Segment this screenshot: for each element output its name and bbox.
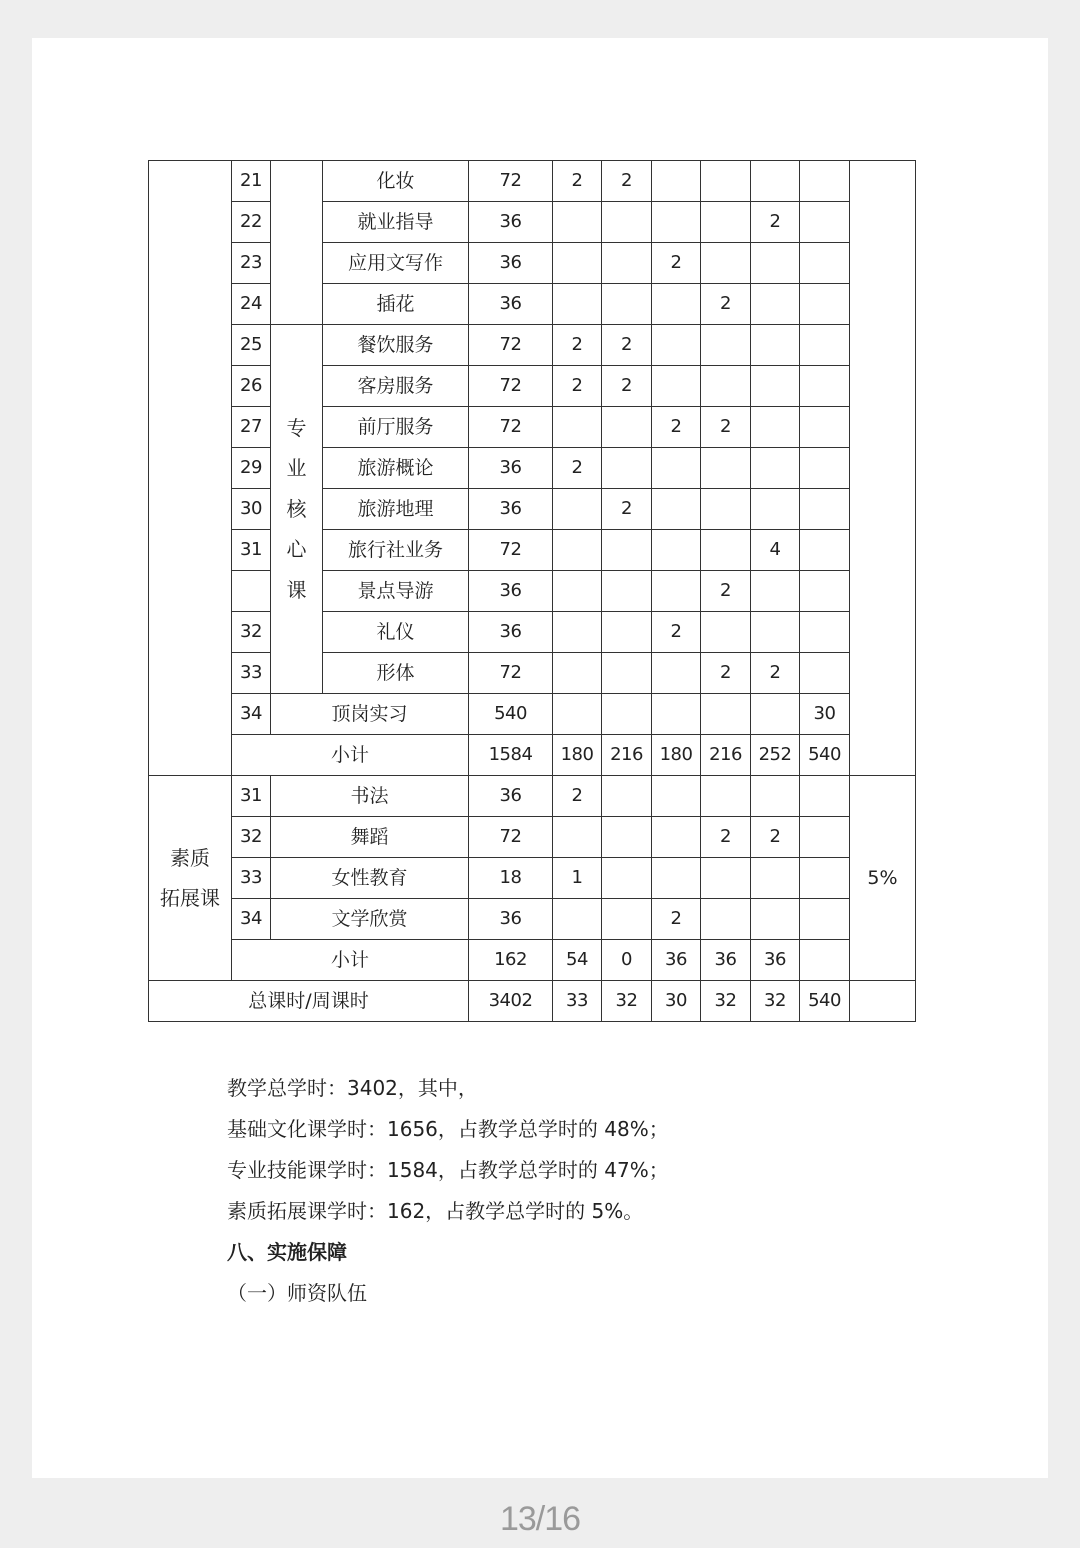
total-hours-line: 教学总学时：3402，其中， (227, 1076, 478, 1100)
semester-cell (652, 858, 701, 899)
course-name: 就业指导 (323, 202, 469, 243)
table-row (149, 161, 916, 202)
semester-cell (652, 448, 701, 489)
category-char: 心 (286, 537, 307, 562)
quality-hours-line: 素质拓展课学时：162，占教学总学时的 5%。 (227, 1199, 644, 1223)
row-number: 33 (232, 653, 271, 694)
semester-cell (553, 899, 602, 940)
row-number: 31 (232, 530, 271, 571)
total-percent-cell (850, 981, 916, 1022)
semester-cell: 2 (701, 571, 751, 612)
subtotal-label: 小计 (232, 735, 469, 776)
semester-cell (800, 776, 850, 817)
semester-cell: 180 (553, 735, 602, 776)
semester-cell (800, 817, 850, 858)
semester-cell (602, 284, 652, 325)
semester-cell (751, 612, 800, 653)
semester-cell: 252 (751, 735, 800, 776)
semester-cell (553, 530, 602, 571)
table-row (149, 407, 916, 448)
semester-cell (751, 448, 800, 489)
semester-cell (553, 817, 602, 858)
semester-cell (602, 776, 652, 817)
semester-cell (602, 817, 652, 858)
semester-cell (751, 489, 800, 530)
hours-cell: 72 (469, 407, 553, 448)
semester-cell (652, 325, 701, 366)
semester-cell: 2 (652, 407, 701, 448)
semester-cell (553, 202, 602, 243)
category-char: 业 (286, 456, 307, 481)
semester-cell (701, 325, 751, 366)
semester-cell (553, 694, 602, 735)
semester-cell (652, 284, 701, 325)
semester-cell (602, 530, 652, 571)
semester-cell (553, 612, 602, 653)
semester-cell: 2 (553, 161, 602, 202)
category-char: 课 (286, 577, 307, 602)
semester-cell (553, 243, 602, 284)
hours-cell: 72 (469, 653, 553, 694)
percent-cell (850, 161, 916, 776)
semester-cell (800, 161, 850, 202)
course-name: 文学欣赏 (271, 899, 469, 940)
semester-cell (602, 407, 652, 448)
semester-cell: 32 (602, 981, 652, 1022)
course-name: 前厅服务 (323, 407, 469, 448)
table-row (149, 776, 916, 817)
semester-cell: 2 (602, 489, 652, 530)
semester-cell (602, 202, 652, 243)
semester-cell (800, 489, 850, 530)
course-name: 应用文写作 (323, 243, 469, 284)
row-number: 32 (232, 817, 271, 858)
course-name: 旅游概论 (323, 448, 469, 489)
table-row (149, 817, 916, 858)
semester-cell (553, 653, 602, 694)
semester-cell (701, 612, 751, 653)
hours-cell: 72 (469, 325, 553, 366)
semester-cell (652, 694, 701, 735)
total-label: 总课时/周课时 (149, 981, 469, 1022)
quality-category (149, 776, 232, 981)
semester-cell: 2 (553, 325, 602, 366)
semester-cell (652, 776, 701, 817)
semester-cell: 216 (602, 735, 652, 776)
page-number: 13/16 (499, 1500, 581, 1538)
semester-cell: 2 (751, 653, 800, 694)
course-name: 女性教育 (271, 858, 469, 899)
quality-percent: 5% (850, 776, 916, 981)
table-row (149, 284, 916, 325)
semester-cell (800, 571, 850, 612)
row-number: 23 (232, 243, 271, 284)
hours-cell: 36 (469, 243, 553, 284)
course-name: 餐饮服务 (323, 325, 469, 366)
semester-cell (751, 899, 800, 940)
table-row (149, 530, 916, 571)
semester-cell: 2 (652, 243, 701, 284)
hours-cell: 36 (469, 899, 553, 940)
semester-cell (751, 776, 800, 817)
semester-cell (652, 161, 701, 202)
course-name: 化妆 (323, 161, 469, 202)
semester-cell (602, 612, 652, 653)
hours-cell: 36 (469, 284, 553, 325)
semester-cell (701, 530, 751, 571)
course-name: 旅行社业务 (323, 530, 469, 571)
course-name: 形体 (323, 653, 469, 694)
semester-cell: 2 (553, 776, 602, 817)
row-number (232, 571, 271, 612)
category-char: 核 (286, 496, 307, 521)
row-number: 25 (232, 325, 271, 366)
semester-cell: 180 (652, 735, 701, 776)
skill-category-cell (149, 161, 232, 776)
row-number: 31 (232, 776, 271, 817)
semester-cell (800, 243, 850, 284)
semester-cell: 540 (800, 735, 850, 776)
semester-cell: 2 (701, 407, 751, 448)
course-name: 客房服务 (323, 366, 469, 407)
semester-cell: 2 (602, 325, 652, 366)
semester-cell (701, 366, 751, 407)
hours-cell: 72 (469, 530, 553, 571)
semester-cell (652, 489, 701, 530)
subtotal-label: 小计 (232, 940, 469, 981)
semester-cell (602, 448, 652, 489)
semester-cell (751, 366, 800, 407)
hours-cell: 36 (469, 571, 553, 612)
semester-cell (553, 571, 602, 612)
hours-cell: 36 (469, 612, 553, 653)
hours-cell: 72 (469, 366, 553, 407)
semester-cell: 36 (652, 940, 701, 981)
course-name: 舞蹈 (271, 817, 469, 858)
table-row (149, 858, 916, 899)
subtotal-row (149, 940, 916, 981)
hours-cell: 540 (469, 694, 553, 735)
hours-cell: 72 (469, 161, 553, 202)
course-name: 书法 (271, 776, 469, 817)
semester-cell (652, 530, 701, 571)
hours-cell: 72 (469, 817, 553, 858)
table-row (149, 448, 916, 489)
semester-cell: 36 (751, 940, 800, 981)
group-cell (271, 161, 323, 325)
course-name: 顶岗实习 (271, 694, 469, 735)
semester-cell: 1 (553, 858, 602, 899)
semester-cell (800, 899, 850, 940)
row-number: 33 (232, 858, 271, 899)
row-number: 30 (232, 489, 271, 530)
table-row (149, 571, 916, 612)
summary-text (227, 1068, 669, 1314)
semester-cell (652, 202, 701, 243)
semester-cell: 2 (701, 284, 751, 325)
semester-cell (701, 202, 751, 243)
semester-cell (701, 243, 751, 284)
table-row (149, 653, 916, 694)
semester-cell: 216 (701, 735, 751, 776)
category-char: 专 (286, 415, 307, 440)
category-label: 素质 (170, 846, 210, 870)
semester-cell (701, 489, 751, 530)
hours-cell: 36 (469, 489, 553, 530)
table-row (149, 899, 916, 940)
row-number: 27 (232, 407, 271, 448)
semester-cell (701, 858, 751, 899)
semester-cell: 30 (652, 981, 701, 1022)
semester-cell (602, 653, 652, 694)
semester-cell: 2 (602, 161, 652, 202)
semester-cell (800, 653, 850, 694)
semester-cell (602, 571, 652, 612)
row-number: 32 (232, 612, 271, 653)
semester-cell (553, 407, 602, 448)
hours-cell: 18 (469, 858, 553, 899)
semester-cell: 2 (652, 612, 701, 653)
semester-cell: 32 (701, 981, 751, 1022)
semester-cell: 36 (701, 940, 751, 981)
table-row (149, 366, 916, 407)
semester-cell (701, 694, 751, 735)
course-name: 礼仪 (323, 612, 469, 653)
row-number: 22 (232, 202, 271, 243)
semester-cell: 2 (602, 366, 652, 407)
hours-cell: 162 (469, 940, 553, 981)
basic-hours-line: 基础文化课学时：1656，占教学总学时的 48%； (227, 1117, 669, 1141)
row-number: 26 (232, 366, 271, 407)
row-number: 24 (232, 284, 271, 325)
table-row (149, 202, 916, 243)
semester-cell (602, 694, 652, 735)
category-label: 拓展课 (160, 886, 220, 910)
course-hours-table (148, 160, 916, 1022)
course-name: 景点导游 (323, 571, 469, 612)
section-heading: 八、实施保障 (227, 1240, 347, 1264)
subtotal-row (149, 735, 916, 776)
table-row (149, 612, 916, 653)
semester-cell (800, 202, 850, 243)
semester-cell: 0 (602, 940, 652, 981)
semester-cell: 32 (751, 981, 800, 1022)
semester-cell (553, 284, 602, 325)
semester-cell (800, 530, 850, 571)
semester-cell: 33 (553, 981, 602, 1022)
semester-cell (800, 612, 850, 653)
semester-cell (751, 571, 800, 612)
hours-cell: 36 (469, 202, 553, 243)
semester-cell: 54 (553, 940, 602, 981)
semester-cell (701, 161, 751, 202)
row-number: 21 (232, 161, 271, 202)
semester-cell (751, 858, 800, 899)
semester-cell (800, 940, 850, 981)
table-row (149, 489, 916, 530)
skill-hours-line: 专业技能课学时：1584，占教学总学时的 47%； (227, 1158, 669, 1182)
semester-cell (602, 899, 652, 940)
semester-cell (701, 776, 751, 817)
semester-cell (652, 817, 701, 858)
table-row (149, 325, 916, 366)
row-number: 34 (232, 694, 271, 735)
semester-cell: 2 (553, 366, 602, 407)
semester-cell: 540 (800, 981, 850, 1022)
hours-cell: 36 (469, 448, 553, 489)
semester-cell (602, 243, 652, 284)
row-number: 34 (232, 899, 271, 940)
semester-cell (800, 448, 850, 489)
semester-cell: 2 (553, 448, 602, 489)
semester-cell (751, 694, 800, 735)
semester-cell: 2 (751, 202, 800, 243)
semester-cell (751, 284, 800, 325)
semester-cell: 2 (751, 817, 800, 858)
semester-cell (800, 858, 850, 899)
semester-cell (652, 571, 701, 612)
hours-cell: 36 (469, 776, 553, 817)
semester-cell: 2 (701, 817, 751, 858)
semester-cell (553, 489, 602, 530)
semester-cell (701, 899, 751, 940)
course-name: 插花 (323, 284, 469, 325)
semester-cell (652, 366, 701, 407)
semester-cell (800, 407, 850, 448)
semester-cell (701, 448, 751, 489)
semester-cell (602, 858, 652, 899)
semester-cell: 2 (652, 899, 701, 940)
semester-cell (800, 325, 850, 366)
hours-cell: 3402 (469, 981, 553, 1022)
semester-cell: 30 (800, 694, 850, 735)
row-number: 29 (232, 448, 271, 489)
semester-cell: 4 (751, 530, 800, 571)
semester-cell (751, 325, 800, 366)
core-course-category (271, 325, 323, 694)
table-row (149, 243, 916, 284)
total-row (149, 981, 916, 1022)
semester-cell (652, 653, 701, 694)
semester-cell (800, 366, 850, 407)
semester-cell (800, 284, 850, 325)
course-name: 旅游地理 (323, 489, 469, 530)
semester-cell (751, 161, 800, 202)
semester-cell (751, 407, 800, 448)
hours-cell: 1584 (469, 735, 553, 776)
semester-cell (751, 243, 800, 284)
table-row (149, 694, 916, 735)
subsection-heading: （一）师资队伍 (227, 1281, 367, 1305)
semester-cell: 2 (701, 653, 751, 694)
document-page (32, 38, 1048, 1478)
